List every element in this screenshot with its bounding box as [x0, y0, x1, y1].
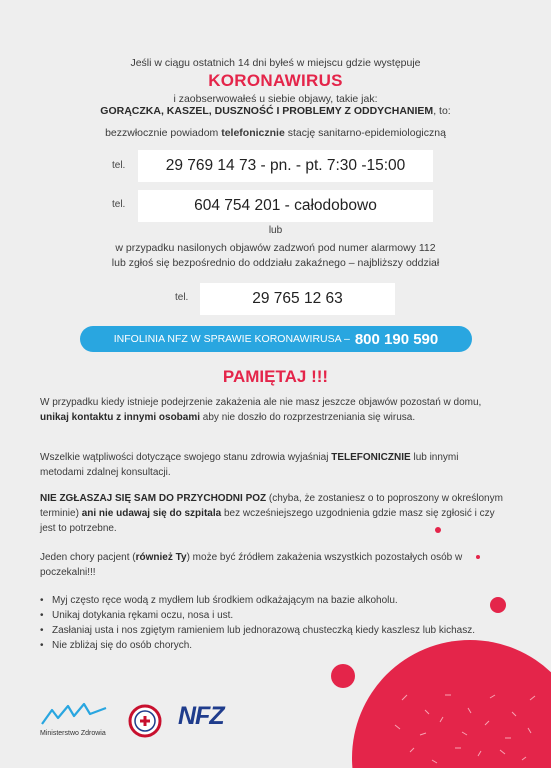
- symptoms-text: GORĄCZKA, KASZEL, DUSZNOŚĆ I PROBLEMY Z ODDYCHANIEM: [100, 105, 434, 117]
- remember-heading: PAMIĘTAJ !!!: [222, 367, 329, 386]
- infoline-label: INFOLINIA NFZ W SPRAWIE KORONAWIRUSA –: [113, 333, 350, 345]
- symptoms-suffix: , to:: [433, 105, 451, 117]
- notify-prefix: bezzwłocznie powiadom: [105, 127, 222, 139]
- notify-line: [0, 127, 551, 139]
- severe-symptoms-line2: lub zgłoś się bezpośrednio do oddziału zakaźnego – najbliższy oddział: [111, 257, 440, 269]
- p2-text-a: Wszelkie wątpliwości dotyczące swojego stanu zdrowia wyjaśniaj: [40, 452, 332, 463]
- symptoms-line: [0, 105, 551, 117]
- large-red-circle: [352, 640, 551, 768]
- sanitary-inspection-emblem-icon: [128, 704, 162, 738]
- list-item: • Zasłaniaj usta i nos zgiętym ramieniem lub jednorazową chusteczką kiedy kaszlesz lub kichasz.: [40, 623, 510, 638]
- p4-text-a: Jeden chory pacjent (: [40, 552, 136, 563]
- p3-text-b: (chyba, że zostaniesz o to poproszony w określonym terminie): [40, 493, 503, 519]
- p1-text-a: W przypadku kiedy istnieje podejrzenie zakażenia ale nie masz jeszcze objawów pozostań w domu,: [40, 397, 482, 408]
- paragraph-phone-consult: [40, 450, 505, 480]
- ward-phone-label: tel.: [175, 292, 189, 303]
- ministry-logo-icon: [40, 700, 110, 728]
- ward-phone-number[interactable]: 29 765 12 63: [200, 283, 395, 315]
- p3-bold-a: NIE ZGŁASZAJ SIĘ SAM DO PRZYCHODNI POZ: [40, 493, 267, 504]
- phone-number-1[interactable]: 29 769 14 73 - pn. - pt. 7:30 -15:00: [138, 150, 433, 182]
- p3-bold-c: ani nie udawaj się do szpitala: [81, 508, 222, 519]
- notify-suffix: stację sanitarno-epidemiologiczną: [284, 127, 446, 139]
- phone-label-2: tel.: [112, 199, 126, 210]
- phone-label-1: tel.: [112, 160, 126, 171]
- nfz-infoline-banner[interactable]: [80, 326, 472, 352]
- list-item: • Nie zbliżaj się do osób chorych.: [40, 638, 510, 653]
- p3-text-d: bez wcześniejszego uzgodnienia gdzie masz się zgłosić i czy jest to potrzebne.: [40, 508, 495, 534]
- list-item: • Myj często ręce wodą z mydłem lub środkiem odkażającym na bazie alkoholu.: [40, 593, 510, 608]
- or-text: lub: [268, 225, 283, 236]
- list-item: • Unikaj dotykania rękami oczu, nosa i ust.: [40, 608, 510, 623]
- paragraph-patient-source: [40, 550, 505, 580]
- nfz-logo: NFZ: [178, 702, 224, 730]
- notify-bold: telefonicznie: [221, 127, 285, 139]
- severe-symptoms-line1: w przypadku nasilonych objawów zadzwoń pod numer alarmowy 112: [115, 242, 436, 254]
- subtitle-text: i zaobserwowałeś u siebie objawy, takie jak:: [173, 93, 378, 105]
- phone-number-2[interactable]: 604 754 201 - całodobowo: [138, 190, 433, 222]
- advice-list: [40, 593, 510, 653]
- p2-bold: TELEFONICZNIE: [331, 452, 411, 463]
- p4-bold: również Ty: [135, 552, 187, 563]
- ministry-name: Ministerstwo Zdrowia: [40, 730, 106, 737]
- infoline-number: 800 190 590: [354, 330, 439, 348]
- p4-text-c: ) może być źródłem zakażenia wszystkich pozostałych osób w poczekalni!!!: [40, 552, 463, 578]
- small-red-circle: [331, 664, 355, 688]
- p2-text-c: lub innymi metodami zdalnej konsultacji.: [40, 452, 459, 478]
- intro-text: Jeśli w ciągu ostatnich 14 dni byłeś w miejscu gdzie występuje: [130, 57, 421, 69]
- paragraph-no-clinic: [40, 491, 505, 536]
- p1-text-c: aby nie doszło do rozprzestrzeniania się wirusa.: [200, 412, 416, 423]
- p1-bold: unikaj kontaktu z innymi osobami: [40, 412, 201, 423]
- headline: KORONAWIRUS: [208, 71, 343, 90]
- paragraph-stay-home: [40, 395, 505, 425]
